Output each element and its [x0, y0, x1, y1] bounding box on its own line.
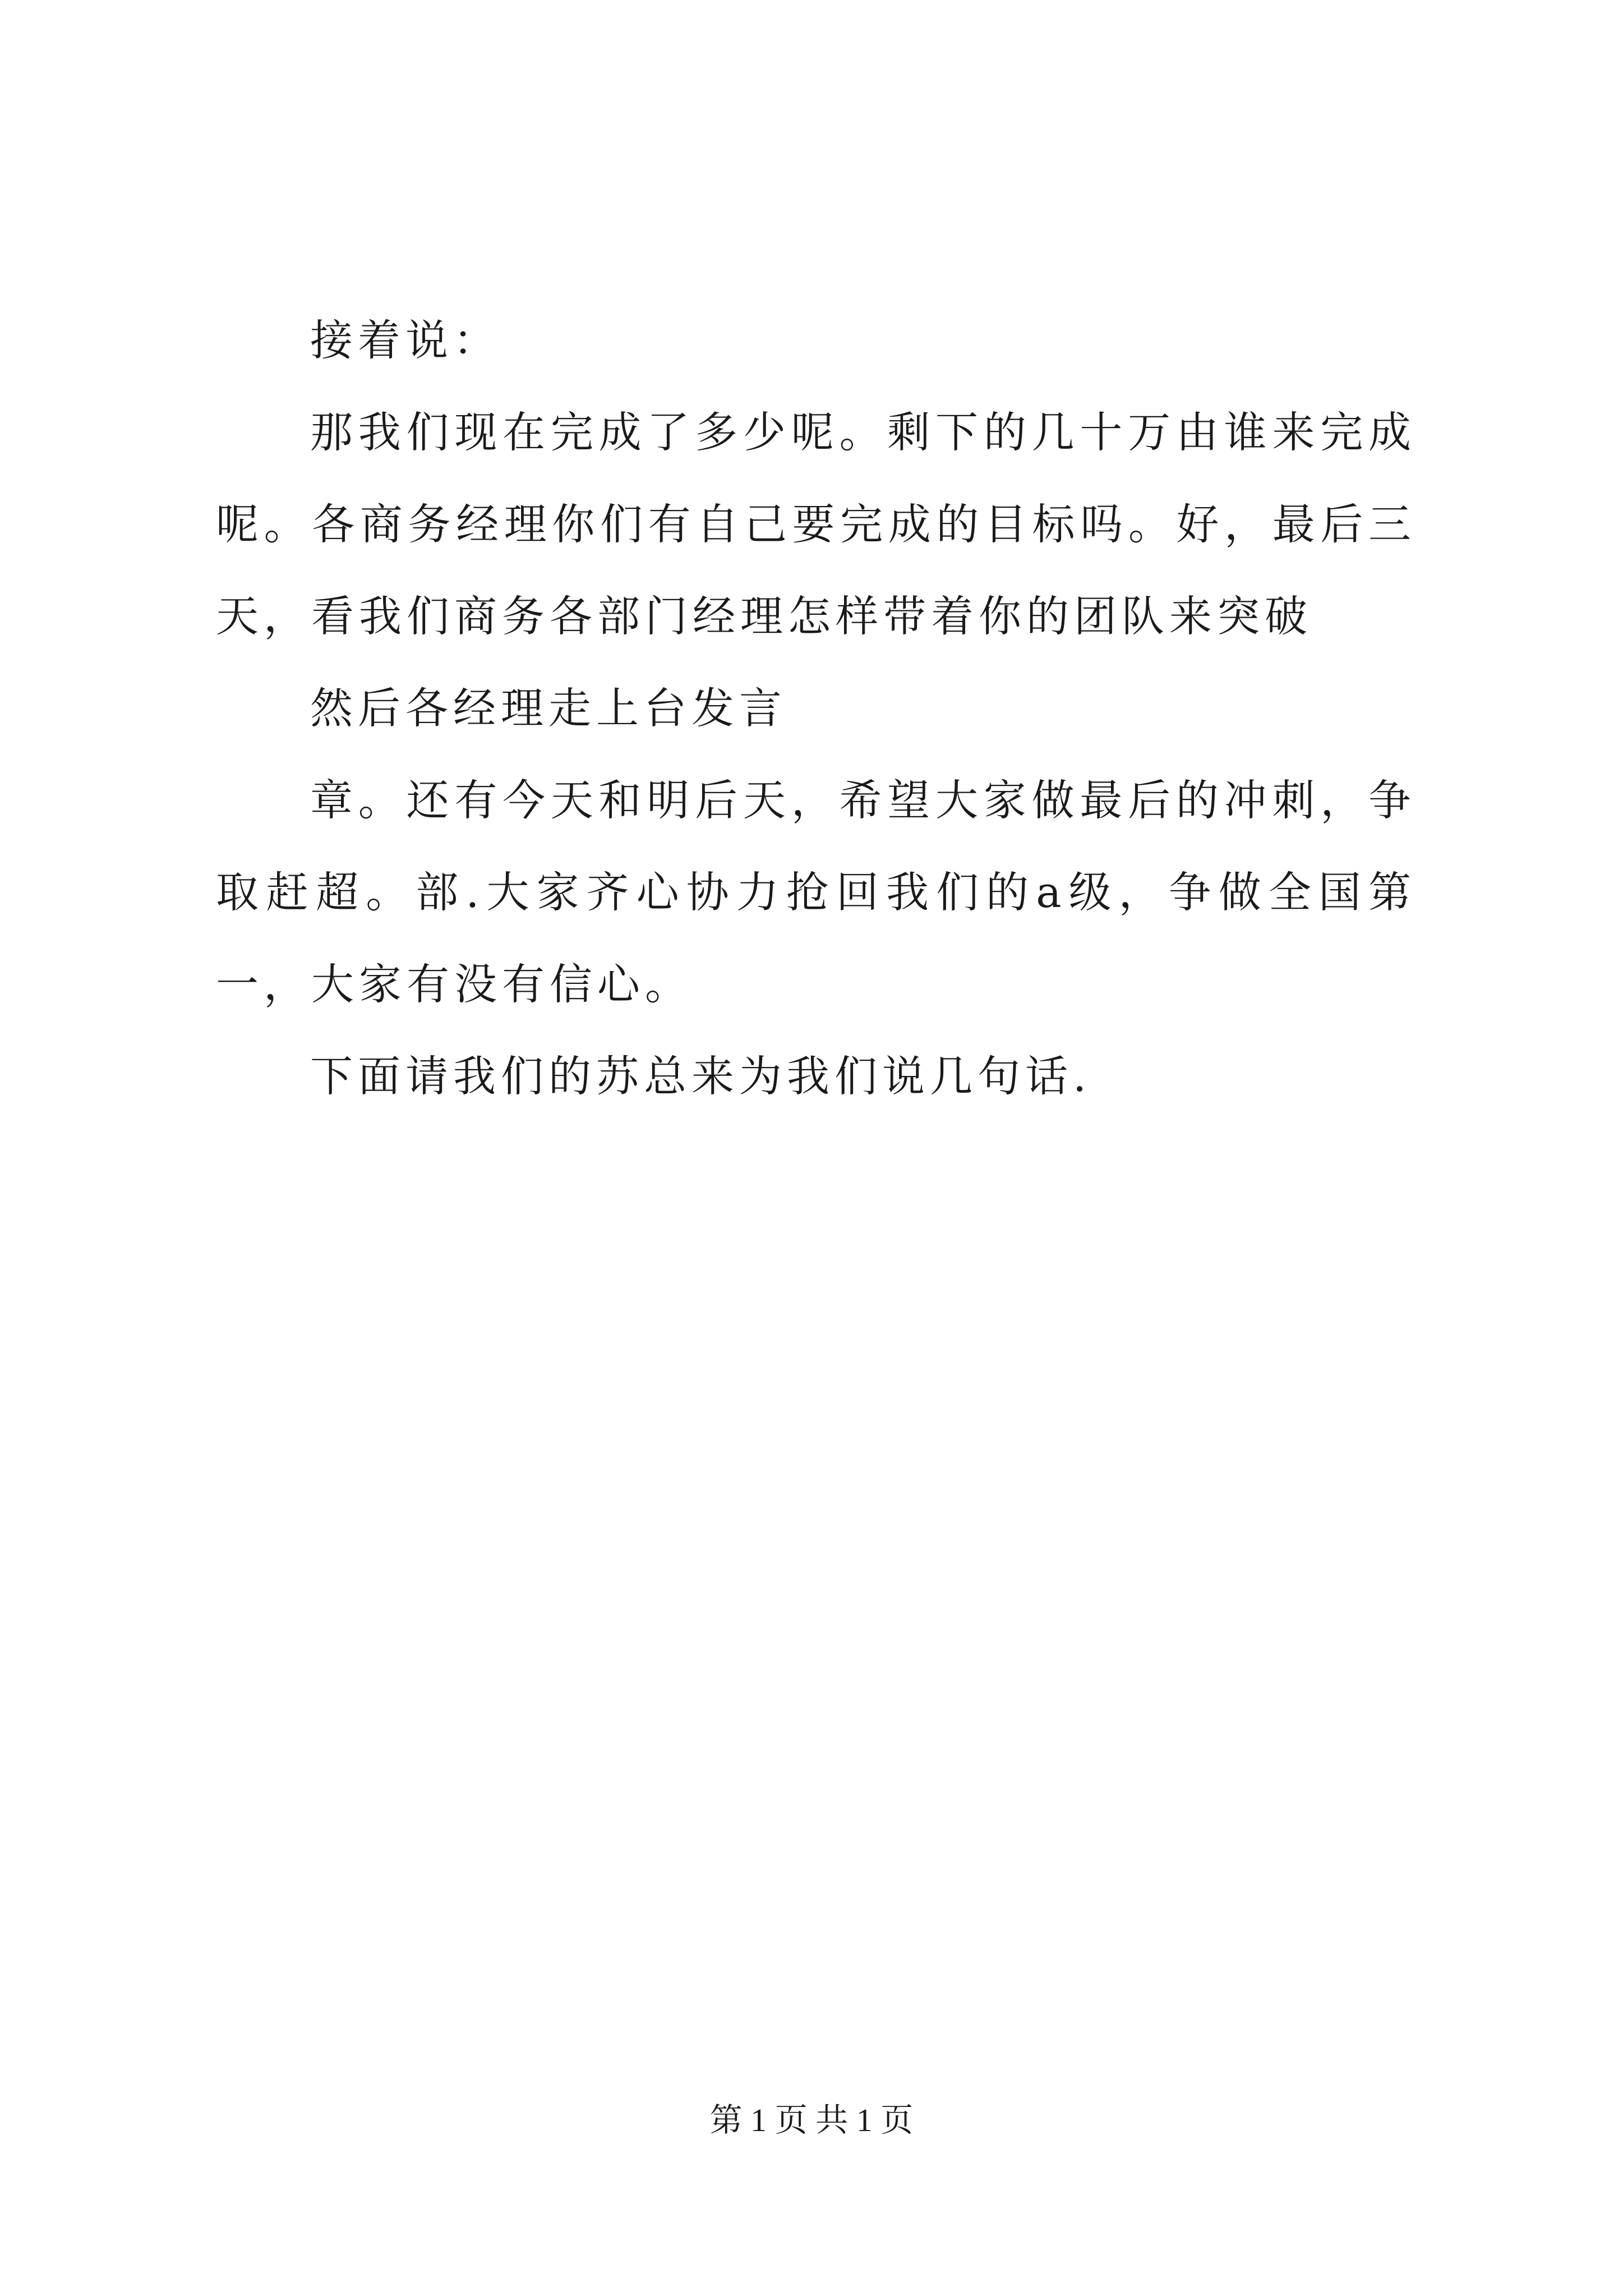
page-footer: 第 1 页 共 1 页: [709, 2102, 914, 2138]
paragraph: 那我们现在完成了多少呢。剩下的几十万由谁来完成呢。各商务经理你们有自己要完成的目标吗。好，最后三天，看我们商务各部门经理怎样带着你的团队来突破: [216, 407, 1416, 641]
document-body: [216, 295, 1416, 1122]
paragraph: 然后各经理走上台发言: [310, 683, 787, 733]
paragraph: 下面请我们的苏总来为我们说几句话.: [310, 1051, 1092, 1101]
paragraph: 章。还有今天和明后天，希望大家做最后的冲刺，争取赶超。部.大家齐心协力抢回我们的a级，争做全国第一，大家有没有信心。: [216, 775, 1416, 1009]
paragraph: 接着说：: [310, 315, 501, 365]
